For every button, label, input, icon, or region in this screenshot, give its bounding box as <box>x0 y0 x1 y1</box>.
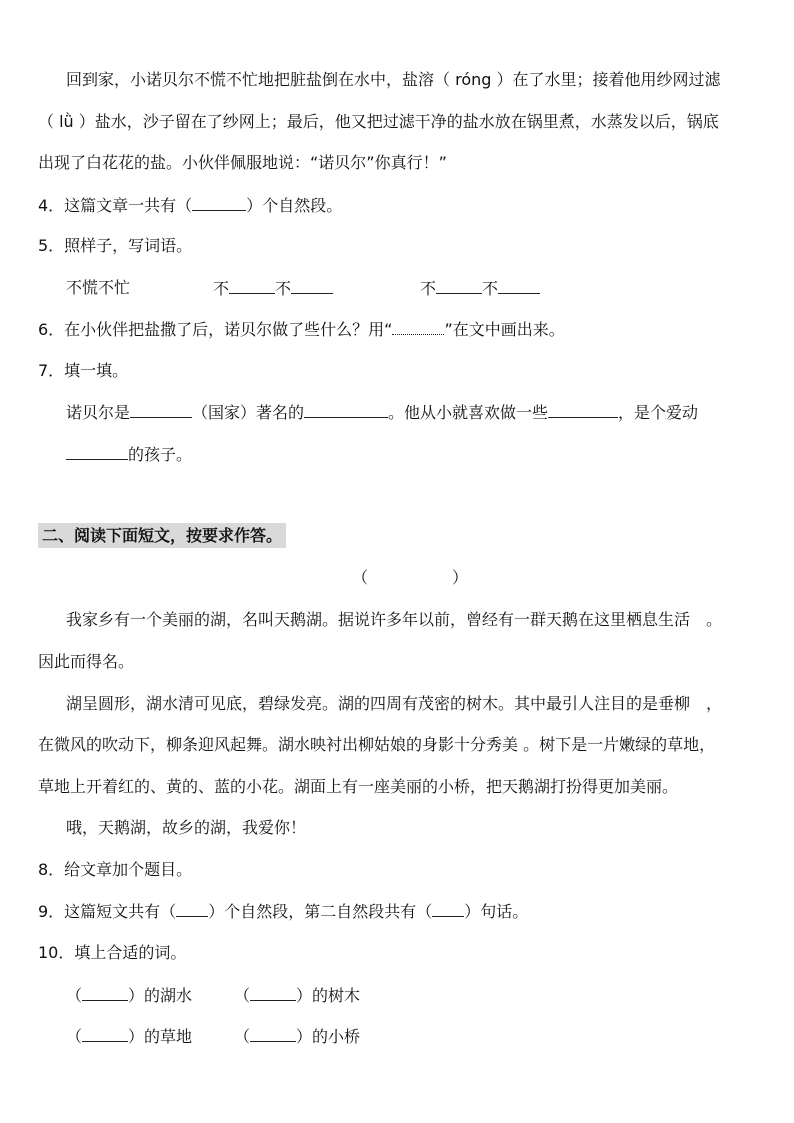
q7-line-1 <box>66 402 698 423</box>
q5-blank-2a[interactable] <box>436 278 482 294</box>
passage2-p1-line2: 因此而得名。 <box>38 652 135 671</box>
question-5-label: 5．照样子，写词语。 <box>38 236 193 255</box>
question-9 <box>38 901 528 922</box>
q9-blank-paragraphs[interactable] <box>176 901 208 917</box>
q7-line-2 <box>66 444 192 465</box>
q7-text-1: 诺贝尔是 <box>66 403 131 422</box>
q10-paren-open: （ <box>66 1027 83 1046</box>
q5-bu: 不 <box>213 279 230 298</box>
q10-word-3: 的草地 <box>144 1027 193 1046</box>
passage2-p2-line3: 草地上开着红的、黄的、蓝的小花。湖面上有一座美丽的小桥，把天鹅湖打扮得更加美丽。 <box>38 777 679 796</box>
q10-paren-close: ） <box>296 986 313 1005</box>
q10-blank-3[interactable] <box>82 1026 128 1042</box>
q5-pattern-2 <box>420 278 540 299</box>
q10-blank-4[interactable] <box>250 1026 296 1042</box>
q9-text-c: ）句话。 <box>464 902 529 921</box>
q10-paren-open: （ <box>234 986 251 1005</box>
q6-wavy-mark <box>392 319 444 335</box>
q7-blank-title[interactable] <box>304 402 388 418</box>
q10-word-2: 的树木 <box>312 986 361 1005</box>
passage2-p3: 哦，天鹅湖，故乡的湖，我爱你！ <box>66 818 307 837</box>
passage1-line3: 出现了白花花的盐。小伙伴佩服地说：“诺贝尔”你真行！” <box>38 153 447 172</box>
q10-blank-1[interactable] <box>82 985 128 1001</box>
passage1-line1: 回到家，小诺贝尔不慌不忙地把脏盐倒在水中，盐溶（ róng ）在了水里；接着他用纱网过滤 <box>66 70 721 89</box>
q5-example: 不慌不忙 <box>66 278 131 297</box>
q7-blank-activity[interactable] <box>548 402 618 418</box>
q7-text-4: ，是个爱动 <box>618 403 699 422</box>
passage2-p2-line1: 湖呈圆形，湖水清可见底，碧绿发亮。湖的四周有茂密的树木。其中最引人注目的是垂柳 ， <box>66 694 723 713</box>
q10-paren-open: （ <box>66 986 83 1005</box>
title-paren-close: ） <box>452 568 469 587</box>
q7-text-5: 的孩子。 <box>128 445 193 464</box>
q6-text-post: ”在文中画出来。 <box>444 320 565 339</box>
q7-blank-country[interactable] <box>130 402 192 418</box>
q7-text-3: 。他从小就喜欢做一些 <box>388 403 549 422</box>
q5-blank-1b[interactable] <box>291 278 333 294</box>
q5-blank-2b[interactable] <box>498 278 540 294</box>
q4-text-post: ）个自然段。 <box>246 196 343 215</box>
question-8: 8．给文章加个题目。 <box>38 860 193 879</box>
q9-text-a: 9．这篇短文共有（ <box>38 902 177 921</box>
q10-paren-close: ） <box>296 1027 313 1046</box>
section-2-heading <box>38 526 286 546</box>
q9-blank-sentences[interactable] <box>432 901 464 917</box>
question-10-label: 10．填上合适的词。 <box>38 943 187 962</box>
q10-blank-2[interactable] <box>250 985 296 1001</box>
q10-item-3 <box>66 1026 192 1047</box>
question-6 <box>38 319 565 340</box>
passage2-p1-line1: 我家乡有一个美丽的湖，名叫天鹅湖。据说许多年以前，曾经有一群天鹅在这里栖息生活 。 <box>66 610 723 629</box>
question-4 <box>38 195 342 216</box>
q4-text-pre: 4．这篇文章一共有（ <box>38 196 193 215</box>
passage2-p2-line2: 在微风的吹动下，柳条迎风起舞。湖水映衬出柳姑娘的身影十分秀美 。树下是一片嫩绿的草地， <box>38 735 716 754</box>
q10-item-4 <box>234 1026 360 1047</box>
q10-paren-open: （ <box>234 1027 251 1046</box>
q10-paren-close: ） <box>128 1027 145 1046</box>
title-paren-open: （ <box>352 568 369 587</box>
q5-bu: 不 <box>482 279 499 298</box>
q7-blank-trait[interactable] <box>66 444 128 460</box>
q5-bu: 不 <box>420 279 437 298</box>
question-7-label: 7．填一填。 <box>38 361 129 380</box>
q9-text-b: ）个自然段，第二自然段共有（ <box>208 902 433 921</box>
q10-word-1: 的湖水 <box>144 986 193 1005</box>
q4-answer-blank[interactable] <box>192 195 246 211</box>
q6-text-pre: 6．在小伙伴把盐撒了后，诺贝尔做了些什么？用“ <box>38 320 393 339</box>
q10-paren-close: ） <box>128 986 145 1005</box>
q10-item-1 <box>66 985 192 1006</box>
q7-text-2: （国家）著名的 <box>192 403 305 422</box>
passage1-line2: （ lǜ ）盐水，沙子留在了纱网上；最后，他又把过滤干净的盐水放在锅里煮，水蒸发以后，锅底 <box>38 112 719 131</box>
q5-blank-1a[interactable] <box>229 278 275 294</box>
q5-bu: 不 <box>275 279 292 298</box>
q10-word-4: 的小桥 <box>312 1027 361 1046</box>
section-2-heading-text: 二、阅读下面短文，按要求作答。 <box>38 523 286 548</box>
q5-pattern-1 <box>213 278 333 299</box>
title-blank[interactable] <box>352 568 468 588</box>
q10-item-2 <box>234 985 360 1006</box>
